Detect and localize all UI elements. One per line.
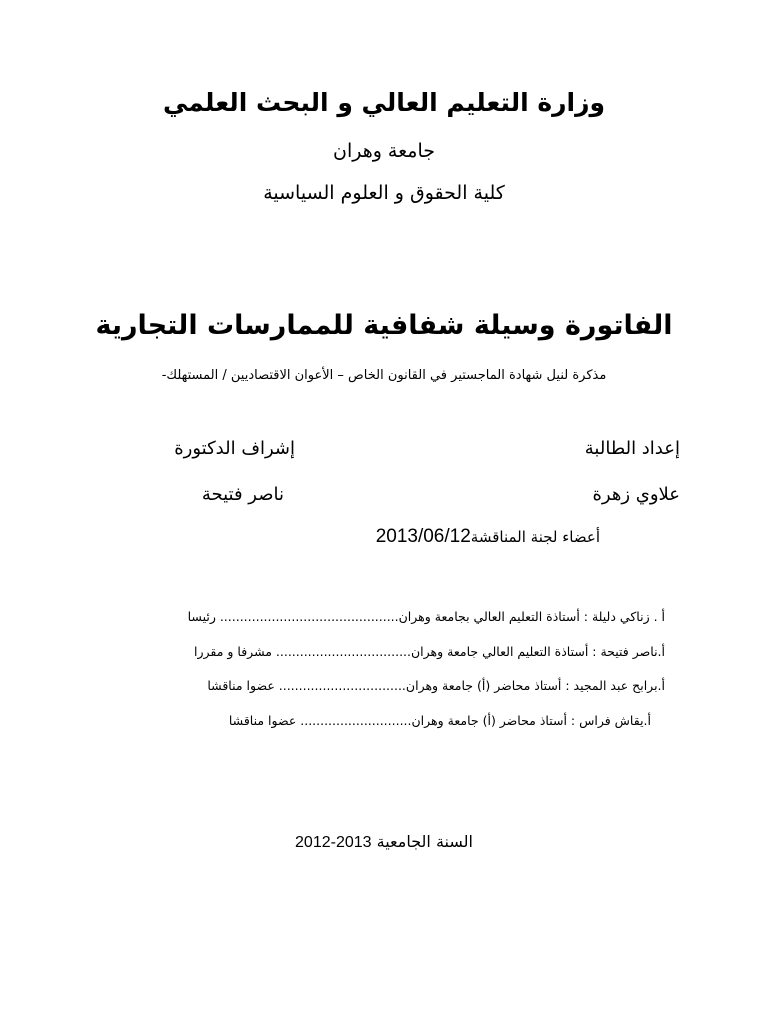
- supervisor-label: إشراف الدكتورة: [174, 438, 295, 459]
- defense-date: 2013/06/12: [375, 526, 471, 547]
- committee-member: أ.يقاش فراس : أستاذ محاضر (أ) جامعة وهران............................ عضوا مناقشا: [228, 713, 651, 728]
- academic-year-label: السنة الجامعية: [376, 832, 473, 851]
- student-label: إعداد الطالبة: [584, 438, 680, 459]
- committee-member: أ.برابح عبد المجيد : أستاذ محاضر (أ) جامعة وهران................................ عضوا مناقشا: [207, 678, 665, 693]
- ministry-heading: وزارة التعليم العالي و البحث العلمي: [162, 88, 606, 117]
- thesis-title: الفاتورة وسيلة شفافية للممارسات التجارية: [95, 310, 673, 341]
- academic-year: [0, 832, 768, 852]
- academic-year-value: 2012-2013: [295, 834, 372, 851]
- committee-member: أ . زناكي دليلة : أستاذة التعليم العالي بجامعة وهران............................................. رئيسا: [187, 609, 665, 624]
- committee-label: أعضاء لجنة المناقشة: [470, 528, 600, 546]
- university-name: جامعة وهران: [332, 140, 435, 162]
- faculty-name: كلية الحقوق و العلوم السياسية: [263, 182, 505, 204]
- supervisor-name: ناصر فتيحة: [201, 484, 284, 505]
- student-name: علاوي زهرة: [592, 484, 680, 505]
- thesis-subtitle: مذكرة لنيل شهادة الماجستير في القانون الخاص – الأعوان الاقتصاديين / المستهلك-: [161, 368, 607, 383]
- committee-member: أ.ناصر فتيحة : أستاذة التعليم العالي جامعة وهران.................................. مشرفا و مقررا: [193, 644, 665, 659]
- committee-heading: [376, 526, 600, 548]
